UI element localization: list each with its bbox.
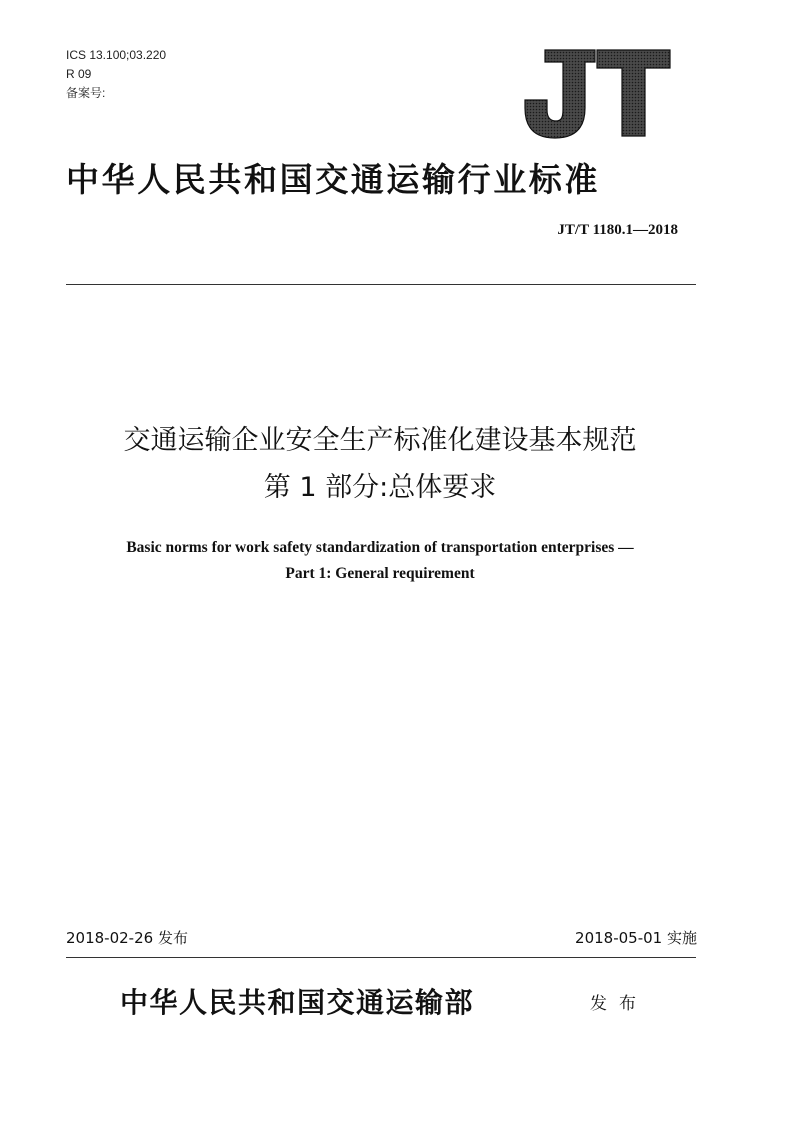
title-cn-line1: 交通运输企业安全生产标准化建设基本规范 <box>123 425 637 456</box>
title-en-line1: Basic norms for work safety standardization of transportation enterprises — <box>126 539 634 556</box>
standard-code: JT/T 1180.1—2018 <box>557 222 678 238</box>
issuer-suffix: 发布 <box>590 994 648 1014</box>
issuer-name: 中华人民共和国交通运输部 <box>120 986 475 1019</box>
header-divider <box>66 284 696 285</box>
standard-type-heading: 中华人民共和国交通运输行业标准 <box>66 160 600 199</box>
title-cn-line2: 第 1 部分:总体要求 <box>263 472 497 503</box>
title-en-line2: Part 1: General requirement <box>285 565 475 582</box>
implementation-date: 2018-05-01 实施 <box>575 929 697 947</box>
footer-divider <box>66 957 696 958</box>
category-code: R 09 <box>66 67 92 81</box>
jt-logo <box>505 42 675 142</box>
ics-code: ICS 13.100;03.220 <box>66 48 167 62</box>
filing-number: 备案号: <box>66 86 106 100</box>
issue-date: 2018-02-26 发布 <box>66 929 188 947</box>
